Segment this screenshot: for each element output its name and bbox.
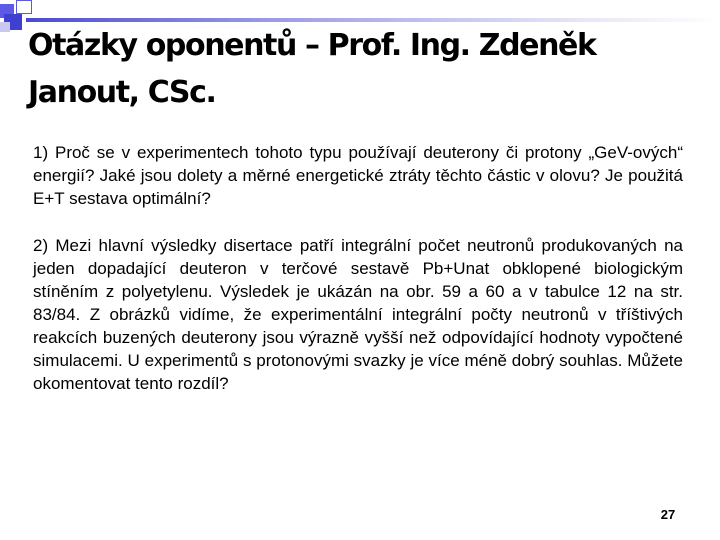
question-1: 1) Proč se v experimentech tohoto typu používají deuterony či protony „GeV-ových“ energií? Jaké jsou dolety a měrné energetické ztráty těchto částic v olovu? Je použitá E+T sestava optimální?: [33, 143, 683, 208]
question-2: 2) Mezi hlavní výsledky disertace patří integrální počet neutronů produkovaných na jeden dopadající deuteron v terčové sestavě Pb+Unat obklopené biologickým stíněním z polyetylenu. Výsledek je ukázán na obr. 59 a 60 a v tabulce 12 na str. 83/84. Z obrázků vidíme, že experimentální integrální počty neutronů v tříštivých reakcích buzených deuterony jsou výrazně vyšší než odpovídající hodnoty vypočtené simulacemi. U experimentů s protonovými svazky je více méně dobrý souhlas. Můžete okomentovat tento rozdíl?: [33, 236, 683, 393]
page-number: 27: [660, 507, 676, 522]
decorative-square: [0, 22, 10, 32]
slide-title: Otázky oponentů – Prof. Ing. Zdeněk Janout, CSc.: [28, 28, 596, 110]
decorative-square: [16, 0, 32, 14]
